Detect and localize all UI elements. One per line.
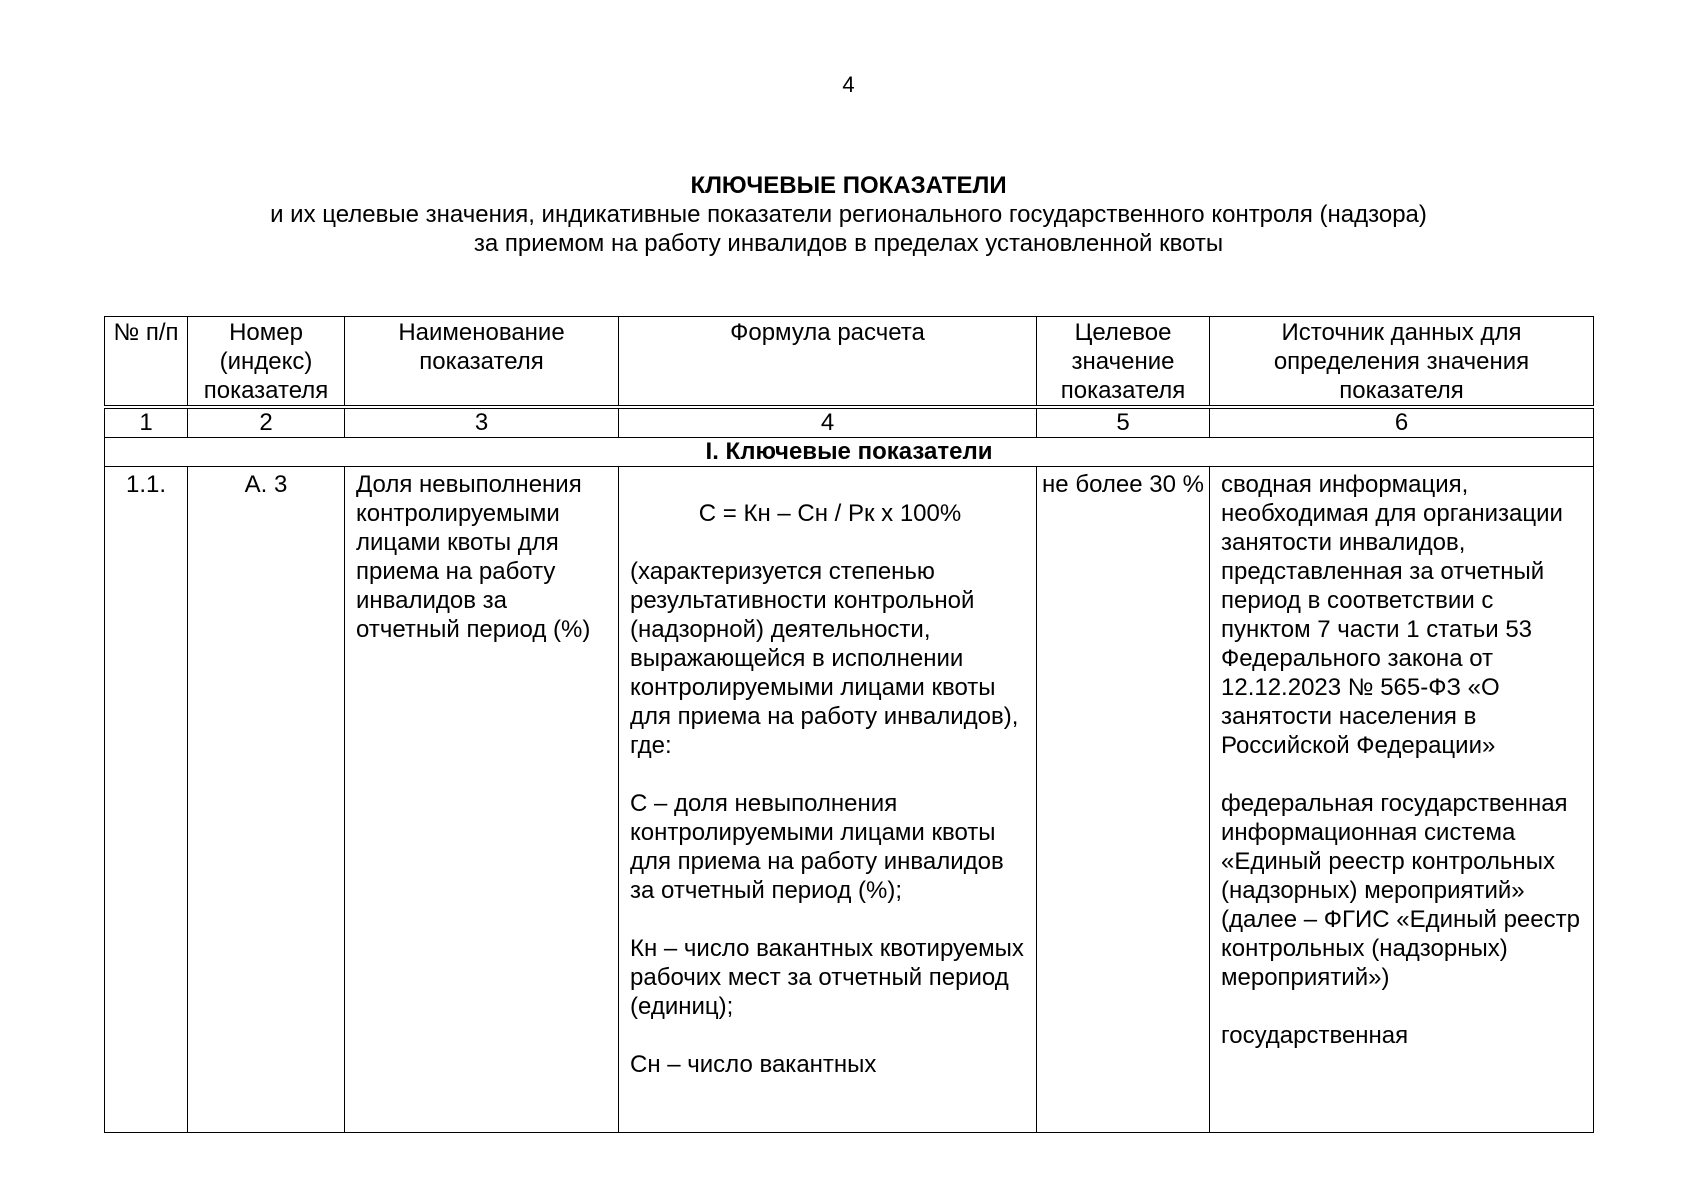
variable-kn: Кн – число вакантных квотируемых рабочих мест за отчетный период (единиц); (630, 935, 1024, 1020)
source-item: государственная (1221, 1022, 1409, 1049)
document-title: КЛЮЧЕВЫЕ ПОКАЗАТЕЛИ (690, 172, 1007, 199)
indicator-index: А. 3 (188, 467, 345, 1133)
document-subtitle-line-2: за приемом на работу инвалидов в пределах установленной квоты (473, 230, 1224, 257)
column-number: 1 (105, 407, 188, 438)
section-row (105, 438, 1594, 467)
column-number: 3 (345, 407, 619, 438)
header-num: № п/п (105, 317, 188, 408)
table-row (105, 467, 1594, 1133)
variable-c: С – доля невыполнения контролируемыми лицами квоты для приема на работу инвалидов за отчетный период (%); (630, 790, 1004, 904)
column-number-row (105, 407, 1594, 438)
header-name: Наименование показателя (345, 317, 619, 408)
formula-description: (характеризуется степенью результативности контрольной (надзорной) деятельности, выражающейся в исполнении контролируемыми лицами квоты для приема на работу инвалидов), (630, 558, 1019, 730)
header-index: Номер (индекс) показателя (188, 317, 345, 408)
header-target: Целевое значение показателя (1037, 317, 1210, 408)
section-title: I. Ключевые показатели (105, 438, 1594, 467)
table-header-row (105, 317, 1594, 408)
column-number: 5 (1037, 407, 1210, 438)
document-heading (0, 171, 1697, 258)
source-cell (1210, 467, 1594, 1133)
variable-sn: Сн – число вакантных (630, 1051, 877, 1078)
header-formula: Формула расчета (619, 317, 1037, 408)
page-number: 4 (842, 72, 855, 97)
header-source: Источник данных для определения значения показателя (1210, 317, 1594, 408)
row-number: 1.1. (105, 467, 188, 1133)
formula-where: где: (630, 732, 672, 759)
source-item: федеральная государственная информационная система «Единый реестр контрольных (надзорных) мероприятий» (далее – ФГИС «Единый реестр контрольных (надзорных) мероприятий») (1221, 790, 1580, 991)
indicators-table (104, 316, 1594, 1133)
formula: С = Кн – Сн / Рк х 100% (698, 500, 962, 527)
document-subtitle-line-1: и их целевые значения, индикативные показатели регионального государственного контроля (надзора) (270, 201, 1427, 228)
indicator-name: Доля невыполнения контролируемыми лицами квоты для приема на работу инвалидов за отчетный период (%) (345, 467, 619, 1133)
column-number: 4 (619, 407, 1037, 438)
column-number: 2 (188, 407, 345, 438)
column-number: 6 (1210, 407, 1594, 438)
source-item: сводная информация, необходимая для организации занятости инвалидов, представленная за отчетный период в соответствии с пунктом 7 части 1 статьи 53 Федерального закона от 12.12.2023 № 565-ФЗ «О занятости населения в Российской Федерации» (1221, 471, 1563, 759)
target-value: не более 30 % (1037, 467, 1210, 1133)
formula-cell (619, 467, 1037, 1133)
